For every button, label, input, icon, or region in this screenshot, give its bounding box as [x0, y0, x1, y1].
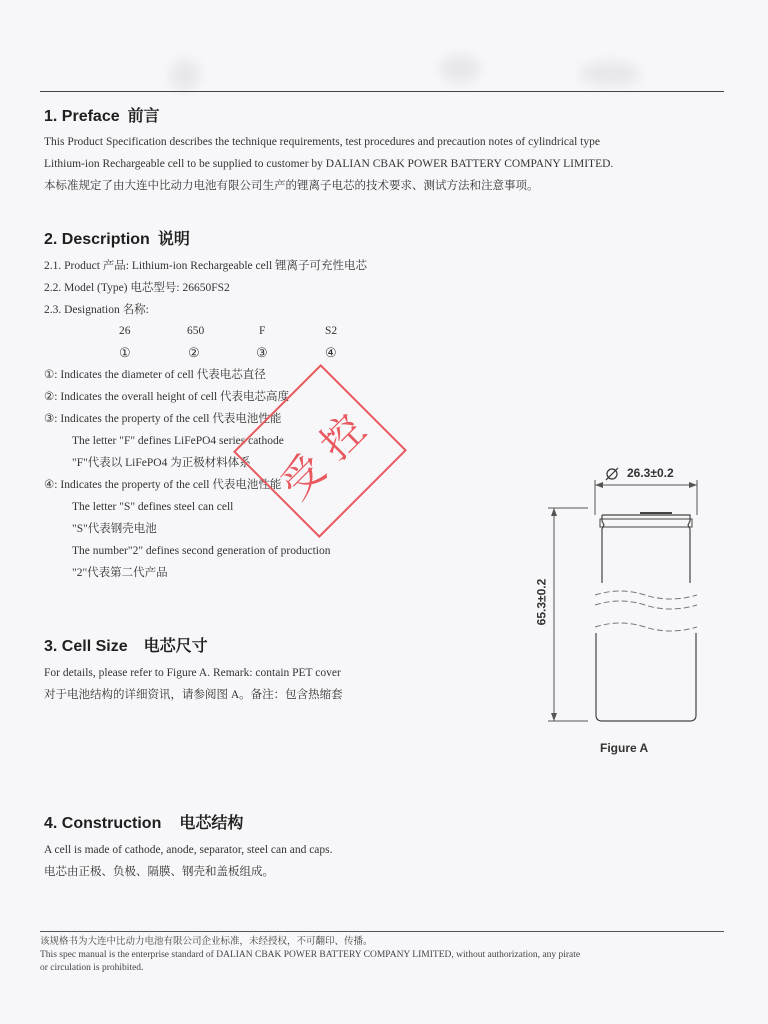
cell-size-title-cn: 电芯尺寸: [143, 636, 208, 655]
construction-line: A cell is made of cathode, anode, separator, steel can and caps.: [44, 844, 333, 856]
cell-size-heading: [44, 633, 208, 656]
scan-smudge: [170, 60, 200, 90]
designation-code: 26: [119, 325, 131, 337]
cell-size-title: 3. Cell Size: [44, 638, 128, 655]
designation-line: 2.3. Designation 名称:: [44, 304, 149, 316]
note-line: The number"2" defines second generation of production: [72, 545, 331, 557]
designation-code: S2: [325, 325, 338, 337]
scan-smudge: [440, 55, 480, 83]
construction-heading: [44, 810, 243, 833]
designation-marker: ①: [119, 345, 131, 360]
note-line: "2"代表第二代产品: [72, 567, 168, 579]
cell-dimension-drawing: [540, 455, 740, 735]
construction-title: 4. Construction: [44, 815, 162, 832]
note-line: ④: Indicates the property of the cell 代表电池性能: [44, 479, 282, 491]
footer-en: or circulation is prohibited.: [40, 963, 144, 973]
header-rule: [40, 91, 724, 92]
diameter-symbol-icon: [606, 468, 618, 480]
designation-marker: ③: [256, 345, 268, 360]
note-line: ①: Indicates the diameter of cell 代表电芯直径: [44, 369, 266, 381]
break-line: [595, 591, 697, 599]
note-line: The letter "F" defines LiFePO4 series cathode: [72, 435, 284, 447]
arrow-head: [551, 508, 557, 516]
break-line: [595, 601, 697, 609]
preface-title-cn: 前言: [127, 106, 160, 125]
designation-marker: ②: [188, 345, 200, 360]
note-line: ③: Indicates the property of the cell 代表电池性能: [44, 413, 282, 425]
designation-marker: ④: [325, 345, 337, 360]
footer-rule: [40, 931, 724, 932]
preface-line: 本标准规定了由大连中比动力电池有限公司生产的锂离子电芯的技术要求、测试方法和注意事项。: [44, 180, 539, 192]
construction-line: 电芯由正极、负极、隔膜、钢壳和盖板组成。: [44, 866, 274, 878]
model-line: 2.2. Model (Type) 电芯型号: 26650FS2: [44, 282, 230, 294]
cell-size-line: 对于电池结构的详细资讯，请参阅图 A。备注：包含热缩套: [44, 689, 343, 701]
product-line: 2.1. Product 产品: Lithium-ion Rechargeable cell 锂离子可充性电芯: [44, 260, 368, 272]
height-label: 65.3±0.2: [534, 578, 549, 626]
cell-top-outline: [602, 515, 690, 583]
preface-line: Lithium-ion Rechargeable cell to be supplied to customer by DALIAN CBAK POWER BATTERY COMPANY LIMITED.: [44, 158, 614, 170]
cell-bottom-outline: [596, 715, 696, 721]
control-stamp-text: 受控: [270, 394, 385, 509]
description-title-cn: 说明: [157, 229, 190, 248]
note-line: ②: Indicates the overall height of cell 代表电芯高度: [44, 391, 290, 403]
construction-title-cn: 电芯结构: [179, 813, 244, 832]
designation-code: 650: [187, 325, 205, 337]
cell-size-line: For details, please refer to Figure A. Remark: contain PET cover: [44, 667, 341, 679]
arrow-head: [551, 713, 557, 721]
break-line: [595, 623, 697, 631]
scan-smudge: [580, 62, 640, 86]
note-line: The letter "S" defines steel can cell: [72, 501, 234, 513]
preface-line: This Product Specification describes the technique requirements, test procedures and precaution notes of cylindrical type: [44, 136, 600, 148]
figure-label: Figure A: [600, 741, 649, 755]
description-heading: [44, 226, 190, 249]
preface-title: 1. Preface: [44, 108, 120, 125]
description-title: 2. Description: [44, 231, 150, 248]
arrow-head: [689, 482, 697, 488]
note-line: "F"代表以 LiFePO4 为正极材料体系: [72, 457, 251, 469]
arrow-head: [595, 482, 603, 488]
footer-cn: 该规格书为大连中比动力电池有限公司企业标准，未经授权，不可翻印、传播。: [40, 937, 373, 947]
note-line: "S"代表钢壳电池: [72, 523, 157, 535]
diameter-label: 26.3±0.2: [627, 466, 674, 480]
footer-en: This spec manual is the enterprise standard of DALIAN CBAK POWER BATTERY COMPANY LIMITED, without authorization, any pirate: [40, 950, 581, 960]
designation-code: F: [259, 325, 266, 337]
preface-heading: [44, 103, 160, 126]
cell-crimp-ring: [600, 519, 692, 527]
